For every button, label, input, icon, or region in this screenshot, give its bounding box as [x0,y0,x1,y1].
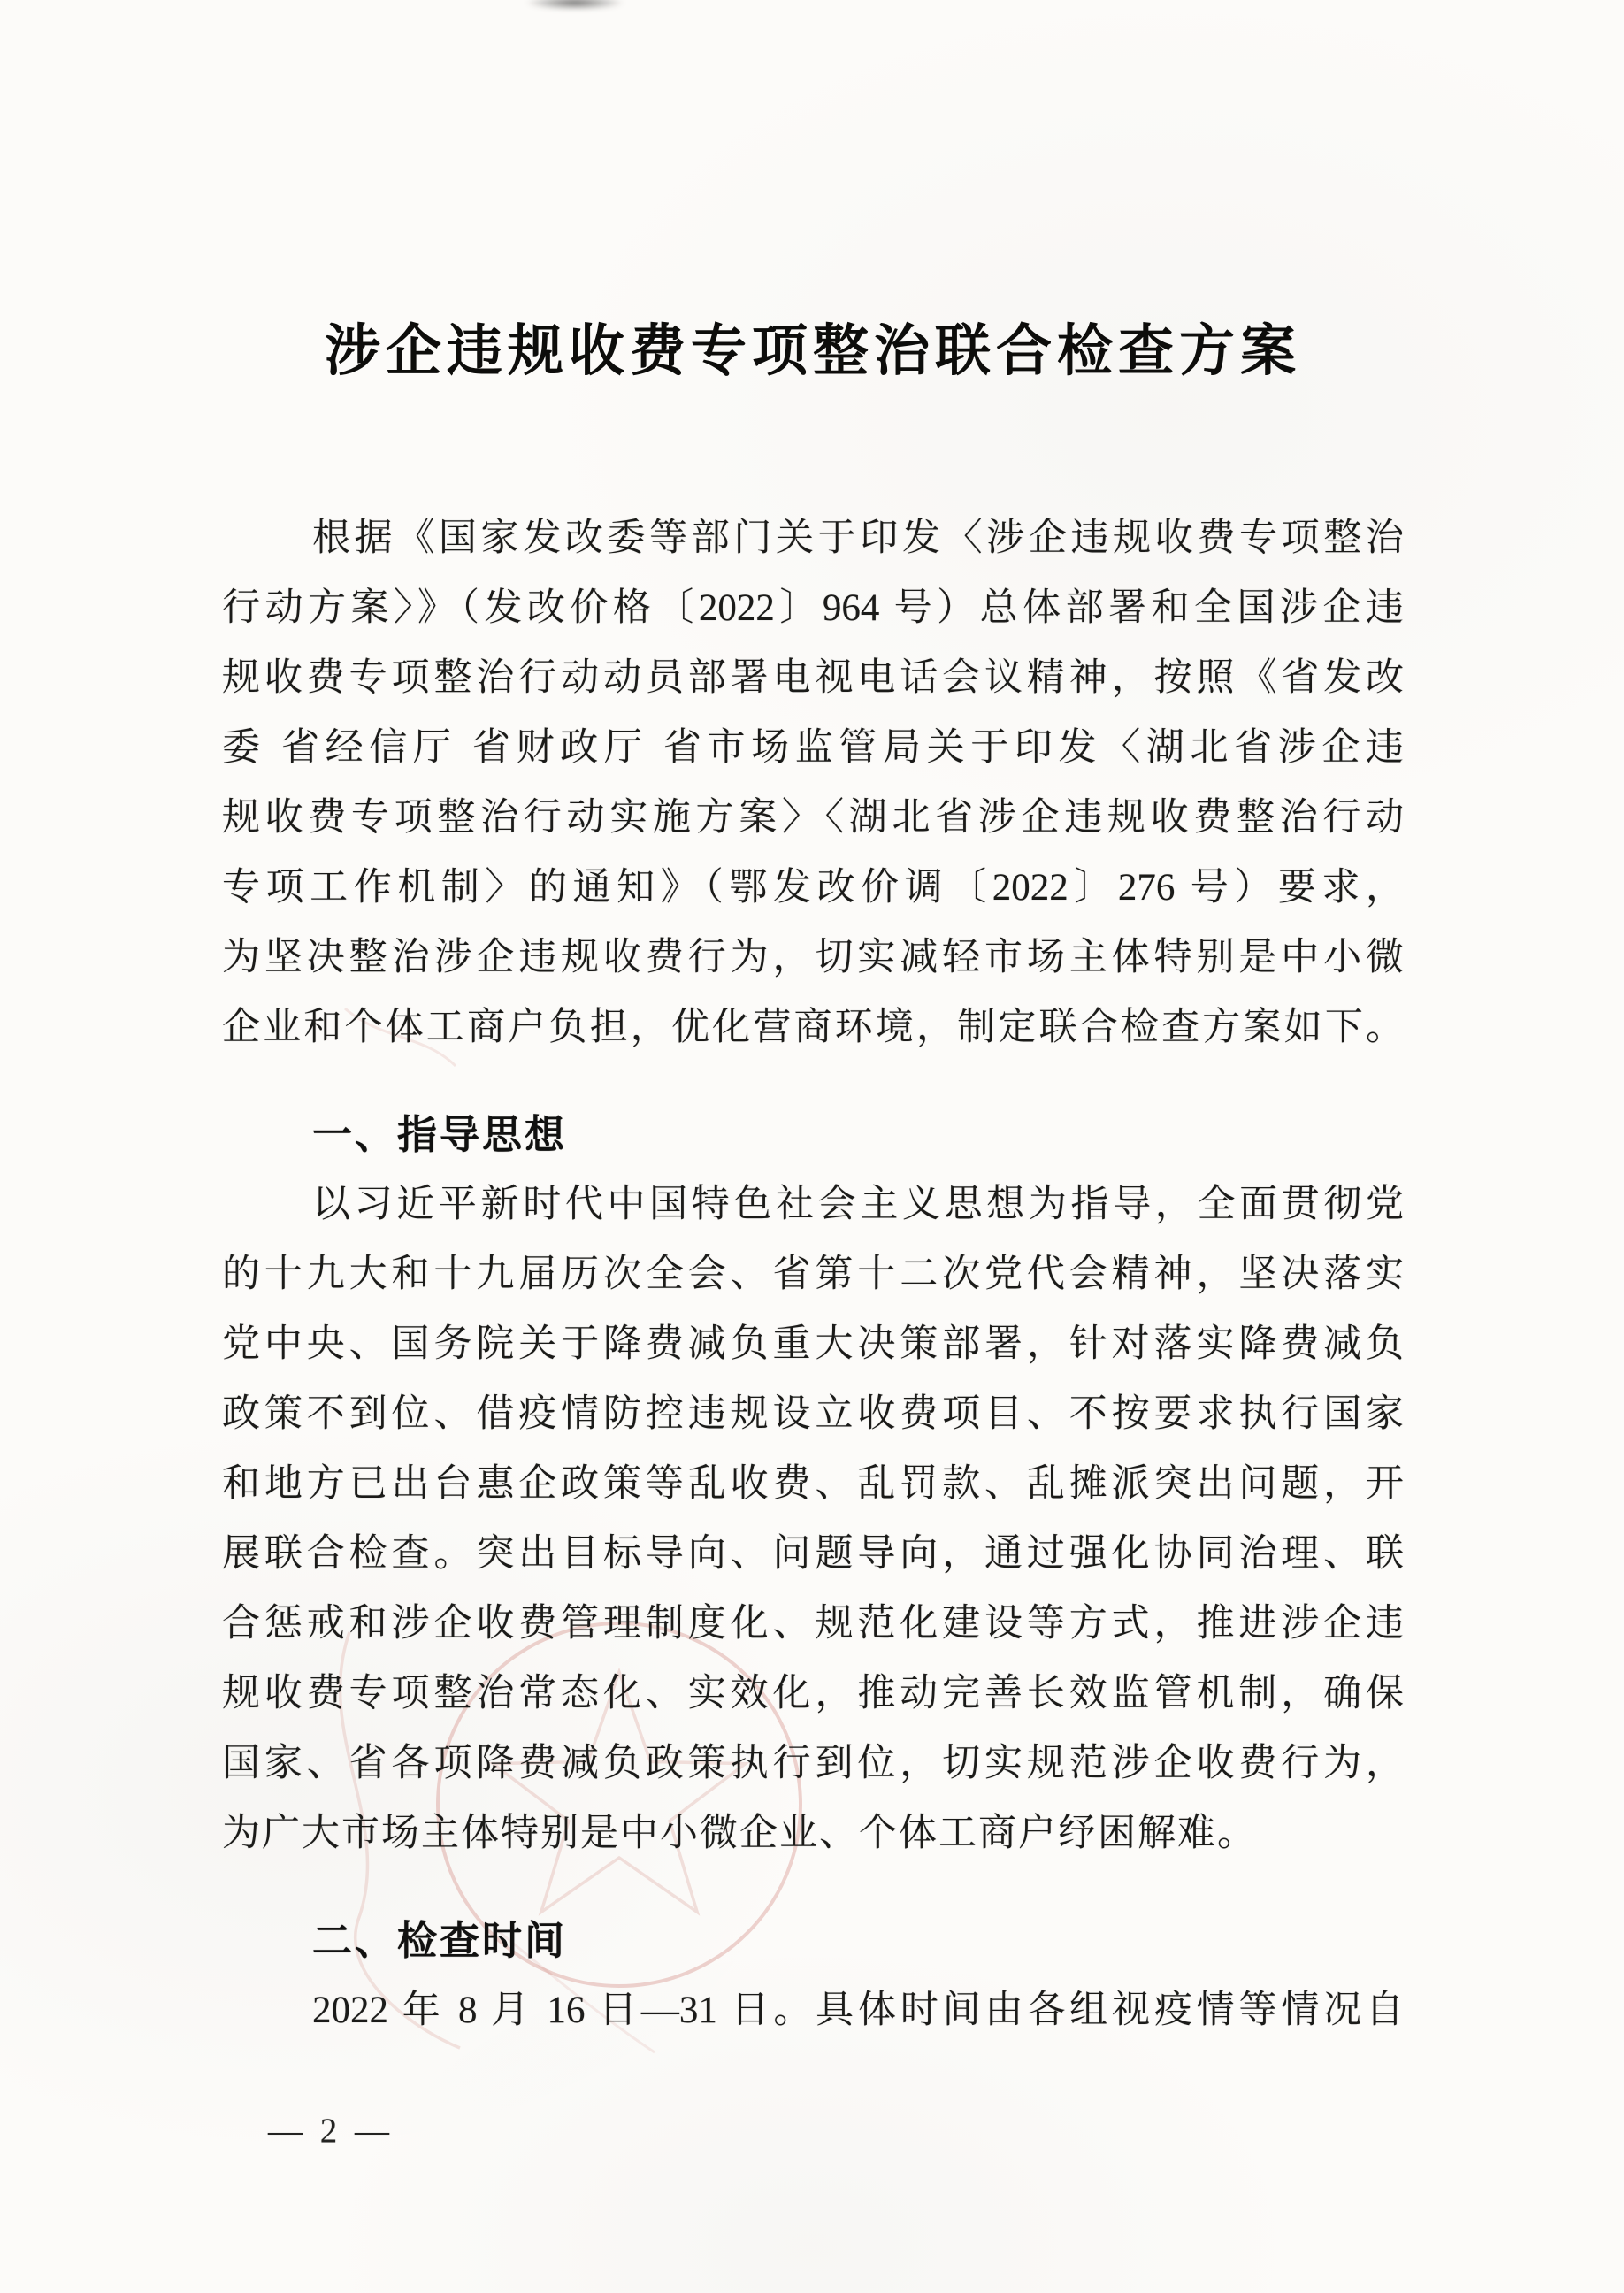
text-line: 的十九大和十九届历次全会、省第十二次党代会精神，坚决落实 [222,1254,1404,1295]
text-line: 行动方案〉》（发改价格〔2022〕964 号）总体部署和全国涉企违 [222,587,1404,629]
text-line: 和地方已出台惠企政策等乱收费、乱罚款、乱摊派突出问题，开 [222,1463,1404,1505]
document-title: 涉企违规收费专项整治联合检查方案 [325,320,1301,382]
text-line: 专项工作机制〉的通知》（鄂发改价调〔2022〕276 号）要求， [222,867,1404,909]
text-line: 规收费专项整治行动实施方案〉〈湖北省涉企违规收费整治行动 [222,797,1404,839]
text-line: 2022 年 8 月 16 日—31 日。具体时间由各组视疫情等情况自 [312,1990,1404,2031]
scan-smudge [509,0,641,12]
document-content [222,311,1404,2045]
text-line: 合惩戒和涉企收费管理制度化、规范化建设等方式，推进涉企违 [222,1603,1404,1645]
section-heading: 一、指导思想 [312,1112,568,1157]
paragraph [222,1170,1404,1868]
section-heading: 二、检查时间 [312,1918,568,1963]
text-line: 国家、省各项降费减负政策执行到位，切实规范涉企收费行为， [222,1743,1404,1784]
paragraph [222,1975,1404,2045]
text-line: 为坚决整治涉企违规收费行为，切实减轻市场主体特别是中小微 [222,937,1404,978]
text-line: 规收费专项整治常态化、实效化，推动完善长效监管机制，确保 [222,1673,1404,1714]
text-line: 委 省经信厅 省财政厅 省市场监管局关于印发〈湖北省涉企违 [222,727,1404,769]
text-line: 企业和个体工商户负担，优化营商环境，制定联合检查方案如下。 [222,1007,1404,1048]
document-body [222,503,1404,2045]
text-line: 规收费专项整治行动动员部署电视电话会议精神，按照《省发改 [222,657,1404,699]
page-number: — 2 — [268,2112,394,2150]
text-line: 以习近平新时代中国特色社会主义思想为指导，全面贯彻党 [312,1184,1404,1225]
paragraph [222,503,1404,1062]
text-line: 为广大市场主体特别是中小微企业、个体工商户纾困解难。 [222,1813,1257,1854]
text-line: 党中央、国务院关于降费减负重大决策部署，针对落实降费减负 [222,1323,1404,1365]
text-line: 根据《国家发改委等部门关于印发〈涉企违规收费专项整治 [312,518,1404,559]
text-line: 展联合检查。突出目标导向、问题导向，通过强化协同治理、联 [222,1533,1404,1575]
text-line: 政策不到位、借疫情防控违规设立收费项目、不按要求执行国家 [222,1393,1404,1435]
